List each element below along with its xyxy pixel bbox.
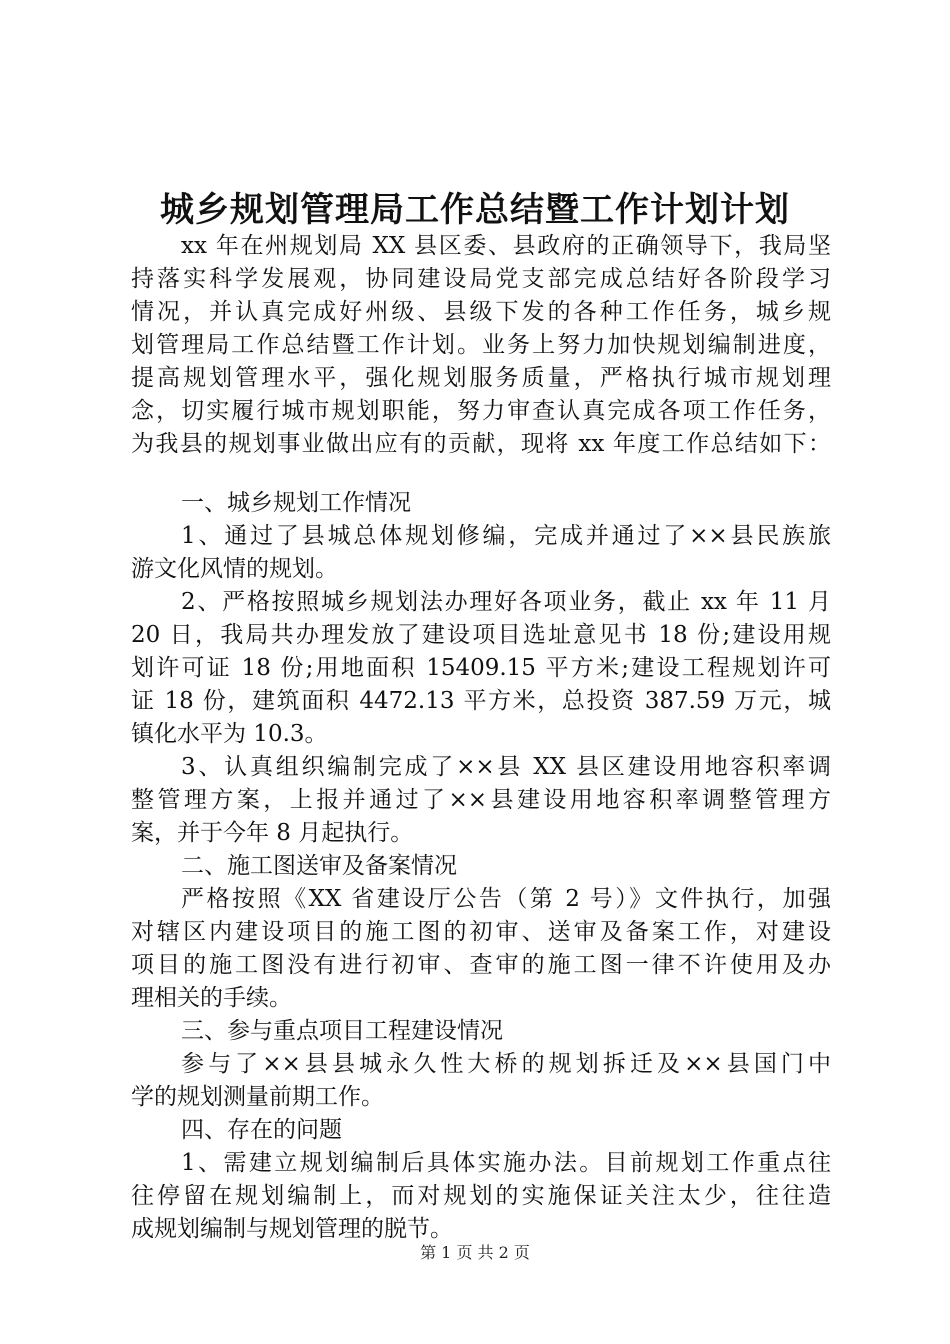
section-heading: 三、参与重点项目工程建设情况 [181,1018,503,1044]
section-heading: 二、施工图送审及备案情况 [181,853,457,879]
paragraph-line: 1、通过了县城总体规划修编，完成并通过了××县民族旅 [181,523,831,549]
paragraph-line: 1、需建立规划编制后具体实施办法。目前规划工作重点往 [181,1150,831,1176]
document-title: 城乡规划管理局工作总结暨工作计划计划 [160,190,790,230]
paragraph-line: 念，切实履行城市规划职能，努力审查认真完成各项工作任务， [131,398,831,424]
paragraph-line: xx 年在州规划局 XX 县区委、县政府的正确领导下，我局坚 [181,233,831,259]
paragraph-line: 整管理方案，上报并通过了××县建设用地容积率调整管理方 [131,787,831,813]
paragraph-line: 对辖区内建设项目的施工图的初审、送审及备案工作，对建设 [131,919,831,945]
paragraph-line: 为我县的规划事业做出应有的贡献，现将 xx 年度工作总结如下： [131,431,831,457]
section-heading: 四、存在的问题 [181,1117,342,1143]
paragraph-line: 持落实科学发展观，协同建设局党支部完成总结好各阶段学习 [131,266,831,292]
paragraph-line: 学的规划测量前期工作。 [131,1084,384,1110]
paragraph-line: 严格按照《XX 省建设厅公告（第 2 号）》文件执行，加强 [181,886,831,912]
page-number-footer: 第 1 页 共 2 页 [420,1243,530,1262]
paragraph-line: 2、严格按照城乡规划法办理好各项业务，截止 xx 年 11 月 [181,589,831,615]
paragraph-line: 理相关的手续。 [131,985,292,1011]
paragraph-line: 情况，并认真完成好州级、县级下发的各种工作任务，城乡规 [131,299,831,325]
document-body [131,230,831,1246]
paragraph-line: 证 18 份，建筑面积 4472.13 平方米，总投资 387.59 万元，城 [131,688,831,714]
paragraph-line: 案，并于今年 8 月起执行。 [131,820,414,846]
paragraph-line: 划管理局工作总结暨工作计划。业务上努力加快规划编制进度， [131,332,831,358]
paragraph-line: 20 日，我局共办理发放了建设项目选址意见书 18 份;建设用规 [131,622,831,648]
paragraph-line: 划许可证 18 份;用地面积 15409.15 平方米;建设工程规划许可 [131,655,831,681]
paragraph-line: 项目的施工图没有进行初审、查审的施工图一律不许使用及办 [131,952,831,978]
paragraph-line: 3、认真组织编制完成了××县 XX 县区建设用地容积率调 [181,754,831,780]
paragraph-line: 成规划编制与规划管理的脱节。 [131,1216,453,1242]
paragraph-line: 参与了××县县城永久性大桥的规划拆迁及××县国门中 [181,1051,831,1077]
paragraph-gap [131,461,831,487]
section-heading: 一、城乡规划工作情况 [181,490,411,516]
paragraph-line: 镇化水平为 10.3。 [131,721,328,747]
paragraph-line: 提高规划管理水平，强化规划服务质量，严格执行城市规划理 [131,365,831,391]
paragraph-line: 游文化风情的规划。 [131,556,338,582]
paragraph-line: 往停留在规划编制上，而对规划的实施保证关注太少，往往造 [131,1183,831,1209]
